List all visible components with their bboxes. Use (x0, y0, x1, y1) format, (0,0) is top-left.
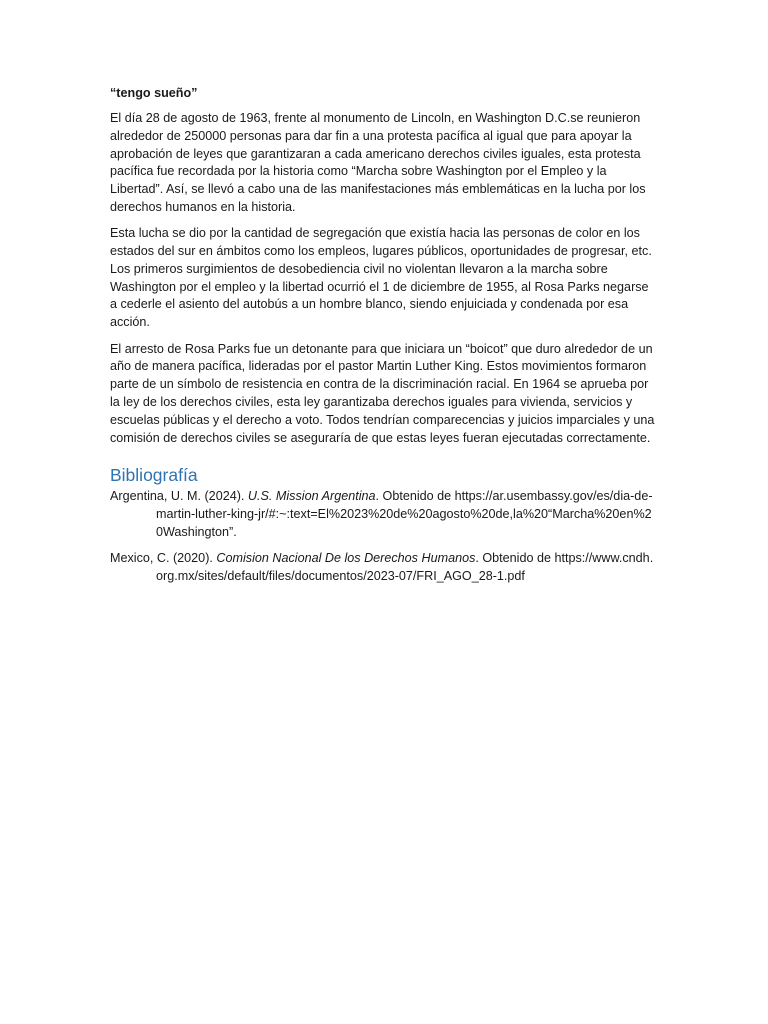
document-page (110, 84, 658, 594)
body-paragraph-3: El arresto de Rosa Parks fue un detonante para que iniciara un “boicot” que duro alrededor de un año de manera pacífica, lideradas por el pastor Martin Luther King. Estos movimientos formaron parte de un símbolo de resistencia en contra de la discriminación racial. En 1964 se aprueba por la ley de los derechos civiles, esta ley garantizaba derechos iguales para vivienda, servicios y escuelas públicas y el derecho a voto. Todos tendrían comparecencias y juicios imparciales y una comisión de derechos civiles se aseguraría de que estas leyes fueran ejecutadas correctamente. (110, 341, 655, 445)
bibliography-entry-author: Mexico, C. (2020). (110, 551, 217, 566)
bibliography-heading: Bibliografía (110, 465, 198, 486)
body-paragraph-2: Esta lucha se dio por la cantidad de segregación que existía hacia las personas de color en los estados del sur en ámbitos como los empleos, lugares públicos, oportunidades de progresar, etc. Los primeros surgimientos de desobediencia civil no violentan llevaron a la marcha sobre Washington por el empleo y la libertad ocurrió el 1 de diciembre de 1955, al Rosa Parks negarse a cederle el asiento del autobús a un hombre blanco, siendo enjuiciada y condenada por esa acción. (110, 226, 652, 330)
bibliography-entry-source-title: U.S. Mission Argentina (247, 489, 376, 504)
bibliography-entry-2 (110, 550, 658, 586)
document-title: “tengo sueño” (110, 86, 198, 100)
bibliography-entry-author: Argentina, U. M. (2024). (110, 489, 248, 504)
bibliography-entry-1 (110, 488, 658, 541)
bibliography-entry-link-text: . Obtenido de https://www.cndh.org.mx/sites/default/files/documentos/2023-07/FRI_AGO_28-1.pdf (156, 551, 654, 584)
bibliography-entry-source-title: Comision Nacional De los Derechos Humanos (216, 551, 476, 566)
bibliography-entry-link-text: . Obtenido de https://ar.usembassy.gov/es/dia-de-martin-luther-king-jr/#:~:text=El%2023%20de%20agosto%20de,la%20“Marcha%20en%20Washington”. (156, 489, 653, 539)
body-paragraph-1: El día 28 de agosto de 1963, frente al monumento de Lincoln, en Washington D.C.se reunieron alrededor de 250000 personas para dar fin a una protesta pacífica al igual que para apoyar la aprobación de leyes que garantizaran a cada americano derechos civiles iguales, esta protesta pacífica fue recordada por la historia como “Marcha sobre Washington por el Empleo y la Libertad”. Así, se llevó a cabo una de las manifestaciones más emblemáticas en la lucha por los derechos humanos en la historia. (110, 111, 646, 214)
